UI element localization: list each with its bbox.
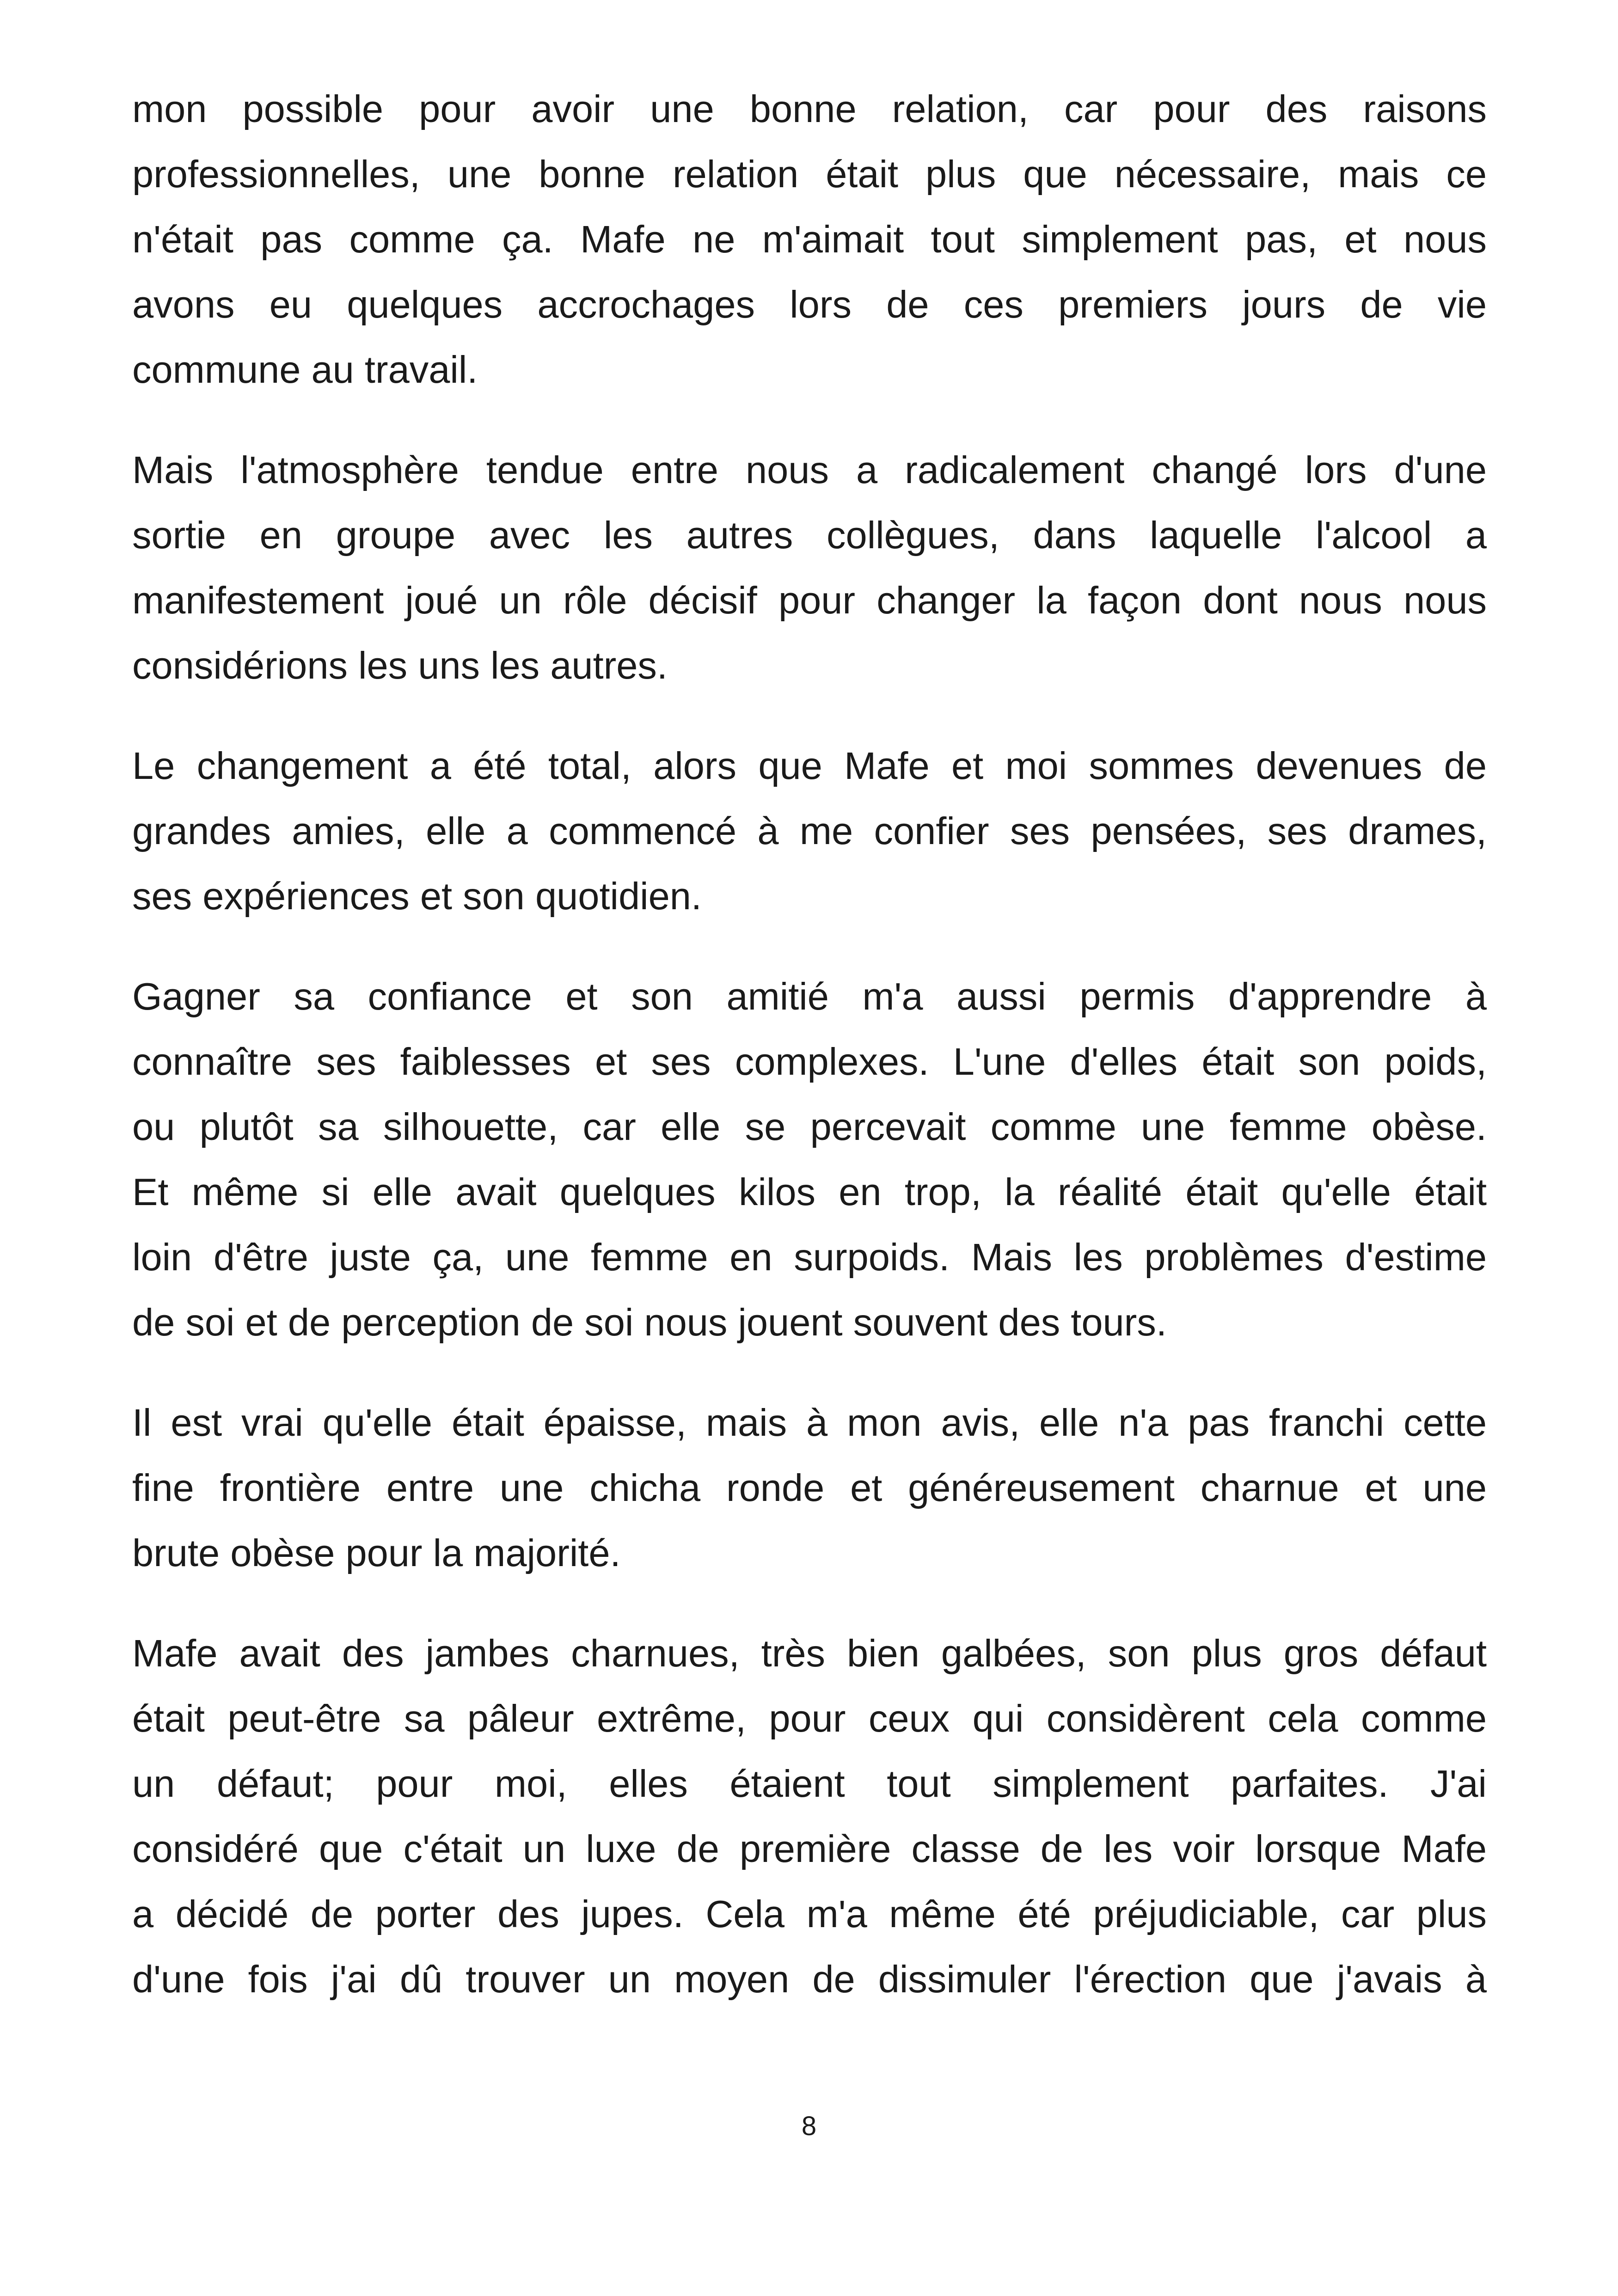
text-line: Le changement a été total, alors que Mafe et moi sommes devenues de <box>132 744 1487 787</box>
text-line: ses expériences et son quotidien. <box>132 875 702 918</box>
text-line: commune au travail. <box>132 348 478 391</box>
text-line: considérions les uns les autres. <box>132 644 668 687</box>
text-line: Il est vrai qu'elle était épaisse, mais à mon avis, elle n'a pas franchi cette <box>132 1401 1487 1444</box>
text-line: a décidé de porter des jupes. Cela m'a même été préjudiciable, car plus <box>132 1892 1487 1935</box>
text-line: était peut-être sa pâleur extrême, pour ceux qui considèrent cela comme <box>132 1697 1487 1740</box>
paragraph <box>132 1621 1487 2012</box>
text-line: avons eu quelques accrochages lors de ces premiers jours de vie <box>132 283 1487 326</box>
text-line: Mais l'atmosphère tendue entre nous a radicalement changé lors d'une <box>132 448 1487 491</box>
text-line: mon possible pour avoir une bonne relation, car pour des raisons <box>132 87 1487 130</box>
text-line: de soi et de perception de soi nous jouent souvent des tours. <box>132 1301 1167 1344</box>
text-line: sortie en groupe avec les autres collègues, dans laquelle l'alcool a <box>132 514 1487 557</box>
text-line: d'une fois j'ai dû trouver un moyen de dissimuler l'érection que j'avais à <box>132 1958 1487 2001</box>
paragraph <box>132 733 1487 929</box>
paragraph <box>132 76 1487 402</box>
paragraph <box>132 964 1487 1355</box>
text-line: grandes amies, elle a commencé à me confier ses pensées, ses drames, <box>132 809 1487 852</box>
body-text <box>132 76 1487 2047</box>
text-line: manifestement joué un rôle décisif pour changer la façon dont nous nous <box>132 579 1487 622</box>
text-line: un défaut; pour moi, elles étaient tout simplement parfaites. J'ai <box>132 1762 1487 1805</box>
text-line: Gagner sa confiance et son amitié m'a aussi permis d'apprendre à <box>132 975 1487 1018</box>
text-line: professionnelles, une bonne relation était plus que nécessaire, mais ce <box>132 153 1487 196</box>
text-line: ou plutôt sa silhouette, car elle se percevait comme une femme obèse. <box>132 1105 1487 1148</box>
text-line: n'était pas comme ça. Mafe ne m'aimait tout simplement pas, et nous <box>132 218 1487 261</box>
text-line: connaître ses faiblesses et ses complexes. L'une d'elles était son poids, <box>132 1040 1487 1083</box>
text-line: Mafe avait des jambes charnues, très bien galbées, son plus gros défaut <box>132 1632 1487 1675</box>
paragraph <box>132 1390 1487 1586</box>
text-line: fine frontière entre une chicha ronde et généreusement charnue et une <box>132 1466 1487 1509</box>
text-line: Et même si elle avait quelques kilos en trop, la réalité était qu'elle était <box>132 1170 1487 1213</box>
paragraph <box>132 437 1487 698</box>
text-line: considéré que c'était un luxe de première classe de les voir lorsque Mafe <box>132 1827 1487 1870</box>
text-line: loin d'être juste ça, une femme en surpoids. Mais les problèmes d'estime <box>132 1236 1487 1279</box>
page-number: 8 <box>801 2111 817 2141</box>
text-line: brute obèse pour la majorité. <box>132 1531 621 1574</box>
